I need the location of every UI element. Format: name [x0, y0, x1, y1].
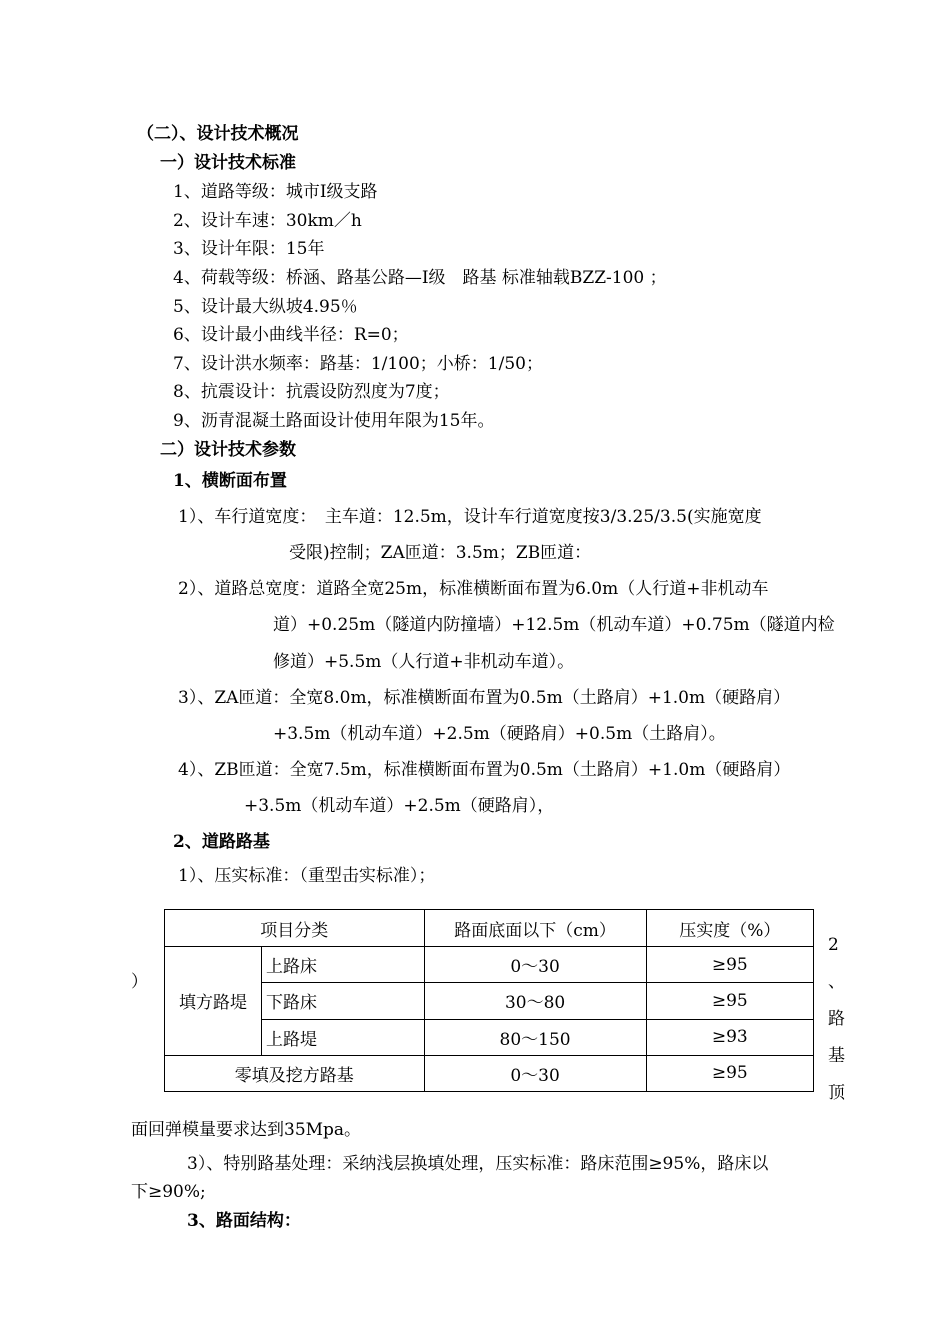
section-title: （二）、设计技术概况	[137, 124, 299, 144]
table-sub-cell: 下路床	[262, 983, 425, 1019]
side-bracket: ）	[131, 972, 148, 992]
standard-item: 1、道路等级：城市Ⅰ级支路	[173, 182, 378, 202]
table-row	[165, 947, 814, 983]
cross-item-line: 4）、ZB匝道：全宽7.5m，标准横断面布置为0.5m（土路肩）+1.0m（硬路肩）	[178, 760, 791, 780]
table-cell: 30～80	[424, 983, 646, 1019]
side-vertical-char: 顶	[828, 1083, 845, 1103]
table-group-cell: 填方路堤	[165, 947, 262, 1056]
standard-item: 8、抗震设计：抗震设防烈度为7度；	[173, 382, 450, 402]
standard-item: 5、设计最大纵坡4.95％	[173, 297, 358, 317]
cross-item-line: 2）、道路总宽度：道路全宽25m，标准横断面布置为6.0m（人行道+非机动车	[178, 579, 769, 599]
table-row	[165, 1055, 814, 1091]
standard-item: 7、设计洪水频率：路基：1/100；小桥：1/50；	[173, 354, 543, 374]
cross-item-line: 1）、车行道宽度： 主车道：12.5m，设计车行道宽度按3/3.25/3.5(实施宽度	[178, 507, 762, 527]
table-cell: ≥95	[646, 947, 813, 983]
standard-item: 6、设计最小曲线半径：R=0；	[173, 325, 409, 345]
compaction-table	[164, 909, 814, 1092]
special-treatment-line: 3）、特别路基处理：采纳浅层换填处理，压实标准：路床范围≥95%，路床以	[187, 1154, 769, 1174]
side-vertical-char: 、	[828, 972, 845, 992]
cross-item-line: +3.5m（机动车道）+2.5m（硬路肩），	[244, 796, 555, 816]
standard-item: 9、沥青混凝土路面设计使用年限为15年。	[173, 411, 495, 431]
standard-item: 2、设计车速：30km／h	[173, 211, 362, 231]
table-header-cell: 路面底面以下（cm）	[424, 910, 646, 947]
side-vertical-char: 基	[828, 1046, 845, 1066]
standard-item: 4、荷载等级：桥涵、路基公路—Ⅰ级 路基 标准轴载BZZ-100 ；	[173, 268, 667, 288]
cross-item-line: 3）、ZA匝道：全宽8.0m，标准横断面布置为0.5m（土路肩）+1.0m（硬路肩）	[178, 688, 791, 708]
cross-item-line: +3.5m（机动车道）+2.5m（硬路肩）+0.5m（土路肩）。	[273, 724, 726, 744]
pavement-heading: 3、路面结构：	[187, 1211, 301, 1231]
cross-item-line: 受限)控制；ZA匝道：3.5m；ZB匝道：	[289, 543, 592, 563]
table-row	[165, 1019, 814, 1055]
side-vertical-char: 2	[828, 935, 839, 955]
table-cell: 0～30	[424, 947, 646, 983]
sub-heading-parameters: 二）设计技术参数	[160, 440, 296, 460]
compaction-line: 1）、压实标准：（重型击实标准）；	[178, 866, 436, 886]
table-cell: ≥93	[646, 1019, 813, 1055]
modulus-line: 面回弹模量要求达到35Mpa。	[131, 1120, 362, 1140]
sub-heading-standards: 一）设计技术标准	[160, 153, 296, 173]
table-row	[165, 983, 814, 1019]
table-header-cell: 压实度（%）	[646, 910, 813, 947]
table-cell: 0～30	[424, 1055, 646, 1091]
table-header-cell: 项目分类	[165, 910, 425, 947]
cross-item-line: 道）+0.25m（隧道内防撞墙）+12.5m（机动车道）+0.75m（隧道内检	[273, 615, 835, 635]
table-cell: 80～150	[424, 1019, 646, 1055]
standard-item: 3、设计年限：15年	[173, 239, 325, 259]
subgrade-heading: 2、道路路基	[173, 832, 270, 852]
table-header-row	[165, 910, 814, 947]
table-sub-cell: 上路堤	[262, 1019, 425, 1055]
special-treatment-line: 下≥90%;	[131, 1182, 206, 1202]
table-cell: 零填及挖方路基	[165, 1055, 425, 1091]
cross-item-line: 修道）+5.5m（人行道+非机动车道）。	[273, 652, 575, 672]
table-sub-cell: 上路床	[262, 947, 425, 983]
table-cell: ≥95	[646, 983, 813, 1019]
cross-section-heading: 1、横断面布置	[173, 471, 287, 491]
side-vertical-char: 路	[828, 1009, 845, 1029]
table-cell: ≥95	[646, 1055, 813, 1091]
